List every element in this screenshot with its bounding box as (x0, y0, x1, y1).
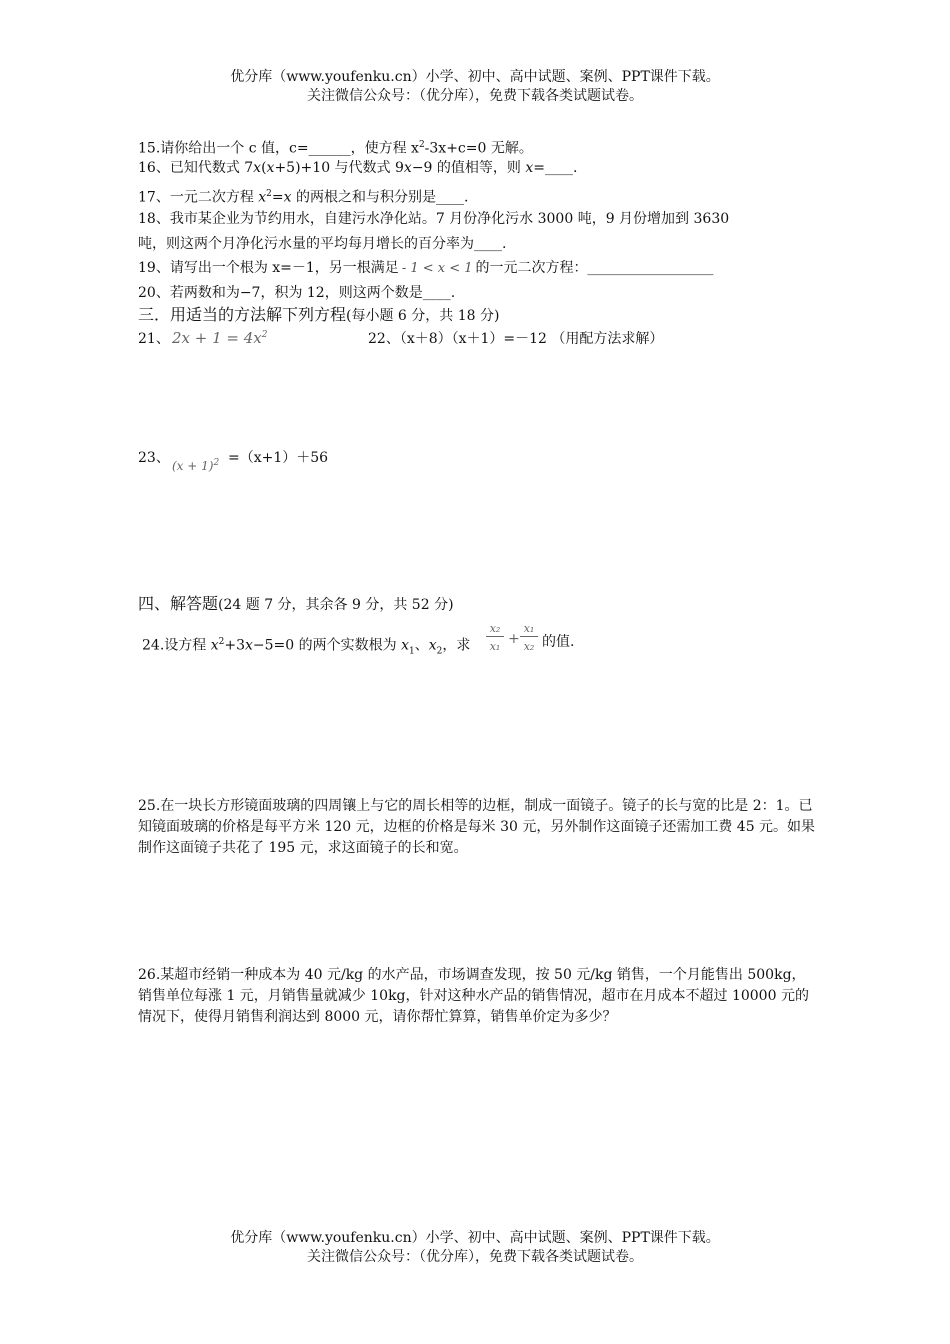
q17-text-c: 的两根之和与积分别是 (291, 189, 436, 206)
q24-var: x (428, 637, 437, 654)
q19-inequality: - 1 < x < 1 (401, 261, 473, 276)
q16-blank: ____ (545, 160, 573, 176)
q15-text-b: ，使方程 x (350, 140, 419, 157)
question-16 (138, 159, 577, 177)
question-18-line-2 (138, 235, 506, 253)
footer-line-1: 优分库（www.youfenku.cn）小学、初中、高中试题、案例、PPT课件下载。 (230, 1230, 720, 1246)
q20-blank: ____ (422, 285, 451, 301)
q16-text-d: −9 的值相等，则 (411, 160, 526, 176)
q15-text-c: -3x+c=0 无解。 (424, 140, 533, 157)
q19-blank: __________________ (587, 260, 714, 276)
q24-frac1-numerator: x₂ (486, 622, 504, 637)
q24-sup: 2 (218, 637, 225, 647)
q18-blank: ____ (474, 236, 502, 252)
question-22: 22、（x＋8）（x＋1）=－12 （用配方法求解） (368, 331, 664, 347)
q21-eq: 2x + 1 = 4x (172, 329, 262, 347)
q20-text-b: . (450, 285, 456, 301)
section-4-title (138, 594, 454, 615)
q18-end: . (502, 236, 507, 252)
question-15 (138, 136, 533, 158)
section-3-scoring: (每小题 6 分，共 18 分) (346, 308, 500, 324)
section-3-heading: 三．用适当的方法解下列方程 (138, 305, 347, 324)
q24-var: x (245, 637, 253, 654)
q24-text-e: ，求 (442, 637, 471, 654)
q24-plus: + (508, 631, 520, 647)
q24-sub: 1 (409, 646, 415, 657)
q20-text-a: 20、若两数和为−7，积为 12，则这两个数是 (138, 285, 423, 301)
q17-blank: ____ (436, 189, 464, 206)
q17-sup: 2 (266, 189, 272, 199)
question-17 (138, 185, 468, 207)
q24-var: x (401, 637, 409, 654)
q15-blank: ______ (308, 140, 351, 157)
question-24-text-a (142, 633, 470, 660)
q24-sub: 2 (436, 646, 443, 657)
question-23-label: 23、 (138, 450, 170, 466)
q16-text-c: +5)+10 与代数式 9 (274, 160, 404, 176)
question-21-equation (172, 329, 268, 347)
q16-text-b: ( (261, 160, 267, 176)
q16-text-e: = (533, 160, 545, 176)
q24-frac2-denominator: x₂ (523, 640, 535, 653)
q17-text-b: = (271, 189, 284, 206)
q24-fraction-2 (520, 622, 538, 653)
section-3-title (138, 305, 499, 326)
q16-text-f: . (573, 160, 578, 176)
q24-text-d: 、 (414, 637, 429, 654)
q16-var: x (266, 160, 275, 176)
header-line-2: 关注微信公众号：（优分库），免费下载各类试题试卷。 (307, 88, 643, 104)
q17-var: x (283, 189, 292, 206)
q24-frac1-denominator: x₁ (489, 640, 501, 653)
q17-var: x (258, 189, 267, 206)
question-26: 26.某超市经销一种成本为 40 元/kg 的水产品，市场调查发现，按 50 元/kg 销售，一个月能售出 500kg，销售单位每涨 1 元，月销售量就减少 10kg，针对这种水产品的销售情况，超市在月成本不超过 10000 元的情况下，使得月销售利润达到 8000 元，请你帮忙算算，销售单价定为多少？ (138, 967, 809, 1025)
footer-line-2: 关注微信公众号：（优分库），免费下载各类试题试卷。 (307, 1249, 643, 1265)
q24-text-c: −5=0 的两个实数根为 (252, 637, 402, 654)
q24-text-a: 24.设方程 (142, 637, 211, 654)
q21-sup: 2 (261, 330, 268, 340)
header-line-1: 优分库（www.youfenku.cn）小学、初中、高中试题、案例、PPT课件下载。 (230, 69, 720, 85)
question-24-text-f: 的值. (542, 634, 575, 650)
q24-fraction-1 (486, 622, 504, 653)
q16-var: x (253, 160, 262, 176)
question-21-label: 21、 (138, 331, 170, 347)
q17-text-a: 17、一元二次方程 (138, 189, 259, 206)
q24-frac2-numerator: x₁ (520, 622, 538, 637)
q19-text-b: 的一元二次方程： (475, 260, 588, 276)
section-4-scoring: (24 题 7 分，其余各 9 分，共 52 分) (218, 597, 454, 613)
question-25: 25.在一块长方形镜面玻璃的四周镶上与它的周长相等的边框，制成一面镜子。镜子的长与宽的比是 2：1。已知镜面玻璃的价格是每平方米 120 元，边框的价格是每米 30 元，另外制作这面镜子还需加工费 45 元。如果制作这面镜子共花了 195 元，求这面镜子的长和宽。 (138, 798, 816, 856)
question-23-lhs (172, 458, 219, 473)
q17-text-d: . (464, 189, 469, 206)
page-header (0, 68, 950, 106)
q15-text-a: 15.请你给出一个 c 值，c= (138, 140, 309, 157)
q24-text-b: +3 (224, 637, 245, 654)
q19-text-a: 19、请写出一个根为 x=－1，另一根满足 (138, 260, 399, 276)
section-4-heading: 四、解答题 (138, 594, 219, 613)
question-18-line-1: 18、我市某企业为节约用水，自建污水净化站。7 月份净化污水 3000 吨，9 月份增加到 3630 (138, 211, 730, 227)
q16-var: x (403, 160, 412, 176)
question-20 (138, 284, 455, 302)
q15-sup: 2 (418, 140, 425, 150)
question-23-rhs: =（x+1）＋56 (228, 450, 329, 466)
q23-eq: (x + 1) (172, 459, 214, 473)
q23-sup: 2 (213, 458, 220, 468)
page-footer (0, 1229, 950, 1267)
q18-text: 吨，则这两个月净化污水量的平均每月增长的百分率为 (138, 236, 474, 252)
q16-text-a: 16、已知代数式 7 (138, 160, 254, 176)
q16-var: x (525, 160, 534, 176)
q24-var: x (210, 637, 219, 654)
question-19 (138, 259, 714, 278)
